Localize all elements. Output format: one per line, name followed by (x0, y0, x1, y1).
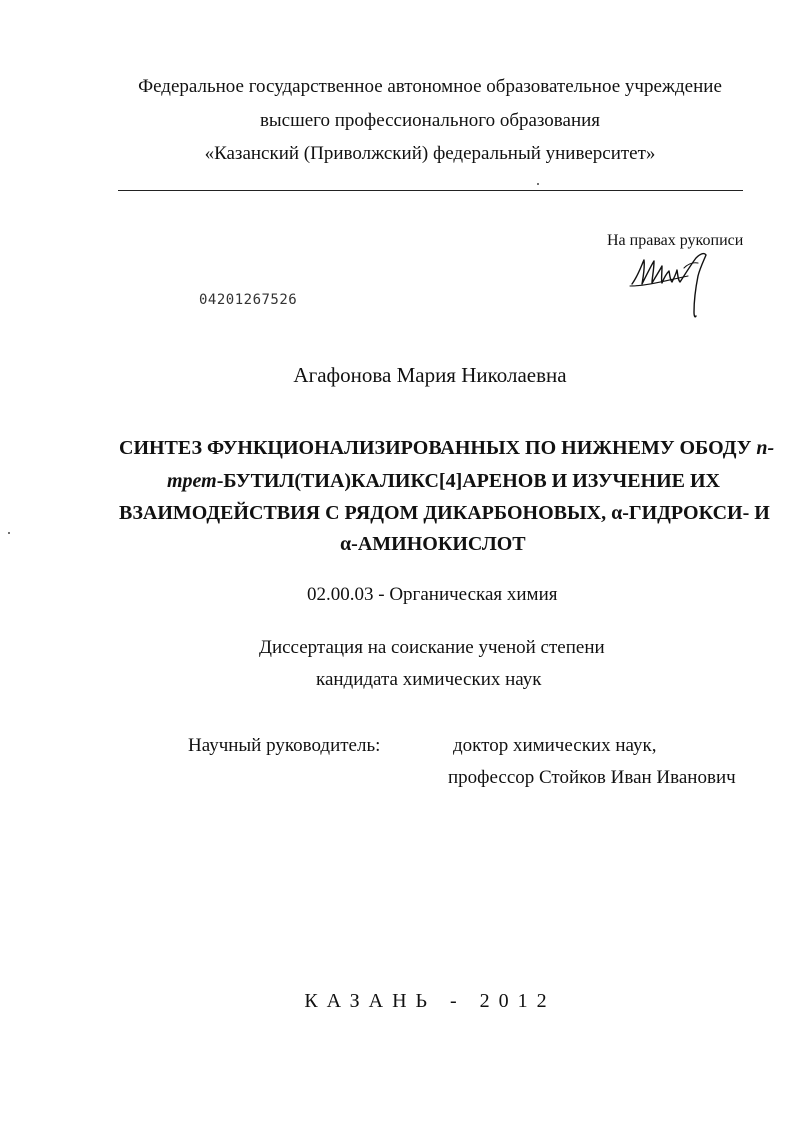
header-divider (118, 190, 743, 191)
institution-line-3: «Казанский (Приволжский) федеральный университет» (204, 143, 656, 164)
title-line-2 (167, 469, 720, 493)
institution-line-1: Федеральное государственное автономное образовательное учреждение (138, 76, 722, 97)
city-year: КАЗАНЬ - 2012 (304, 990, 556, 1012)
title-line-4: α-АМИНОКИСЛОТ (340, 533, 526, 555)
signature-image (628, 246, 724, 320)
dissertation-line-2: кандидата химических наук (316, 669, 542, 690)
title-line-1 (119, 436, 774, 460)
manuscript-rights-note: На правах рукописи (607, 232, 744, 249)
specialty-code: 02.00.03 - Органическая химия (307, 584, 558, 605)
scan-speck (537, 183, 539, 185)
institution-line-2: высшего профессионального образования (259, 110, 601, 131)
title-line-3: ВЗАИМОДЕЙСТВИЯ С РЯДОМ ДИКАРБОНОВЫХ, α-ГИДРОКСИ- И (119, 502, 770, 524)
author-name: Агафонова Мария Николаевна (293, 363, 567, 387)
title-para-prefix: п- (756, 437, 775, 459)
advisor-label: Научный руководитель: (188, 735, 381, 756)
advisor-name: профессор Стойков Иван Иванович (448, 767, 736, 788)
scan-speck (8, 532, 10, 534)
title-line-1-text: СИНТЕЗ ФУНКЦИОНАЛИЗИРОВАННЫХ ПО НИЖНЕМУ ОБОДУ (119, 437, 757, 459)
title-tert-prefix: трет (167, 470, 217, 492)
advisor-degree: доктор химических наук, (453, 735, 657, 756)
title-line-2-text: -БУТИЛ(ТИА)КАЛИКС[4]АРЕНОВ И ИЗУЧЕНИЕ ИХ (216, 470, 720, 492)
inventory-number: 04201267526 (199, 292, 298, 308)
dissertation-line-1: Диссертация на соискание ученой степени (259, 637, 605, 658)
